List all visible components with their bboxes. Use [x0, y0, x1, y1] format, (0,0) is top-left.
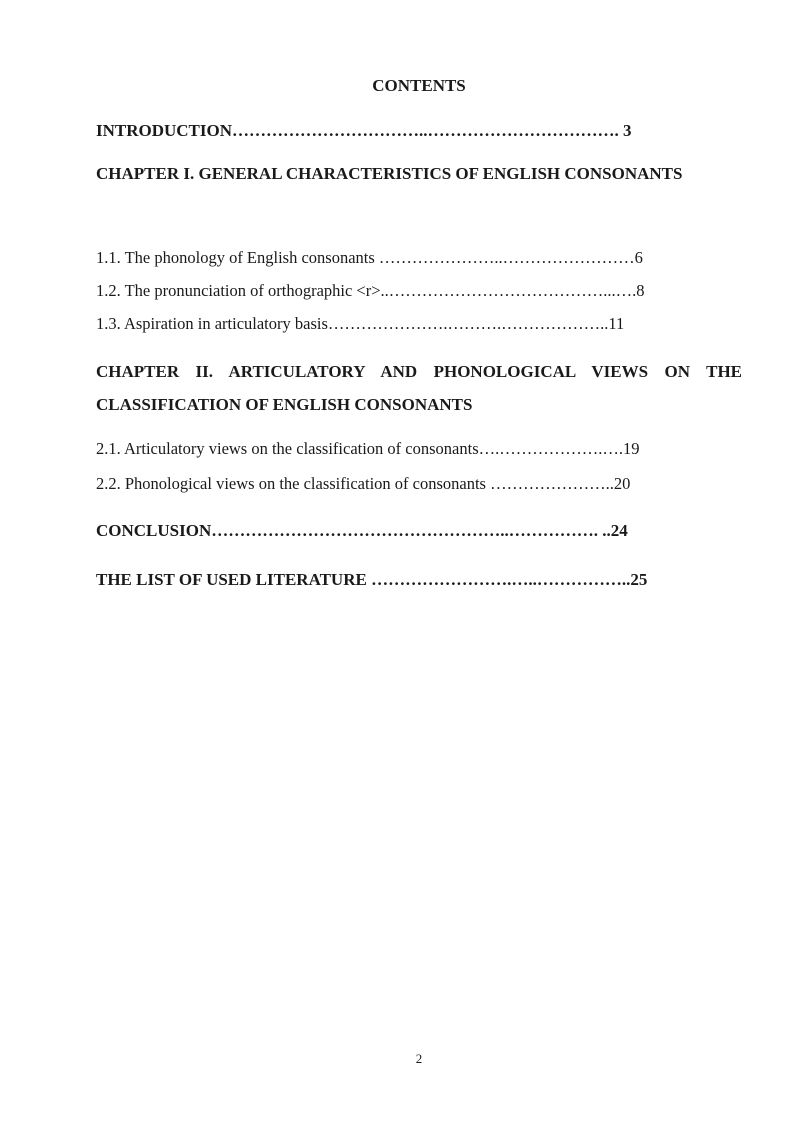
toc-conclusion: CONCLUSION……………………………………………..……………. ..24: [96, 521, 628, 540]
toc-introduction: INTRODUCTION……………………………..……………………………. 3: [96, 121, 632, 140]
toc-section-1-3: 1.3. Aspiration in articulatory basis………………….……….………………..11: [96, 314, 625, 333]
toc-section-1-1: 1.1. The phonology of English consonants …………………..……………………6: [96, 248, 643, 267]
toc-chapter-1: CHAPTER I. GENERAL CHARACTERISTICS OF ENGLISH CONSONANTS: [96, 164, 683, 183]
toc-section-2-2: 2.2. Phonological views on the classification of consonants …………………..20: [96, 474, 631, 493]
toc-literature: THE LIST OF USED LITERATURE …………………….…..……………..25: [96, 570, 648, 589]
toc-chapter-2: CHAPTER II. ARTICULATORY AND PHONOLOGICAL VIEWS ON THE CLASSIFICATION OF ENGLISH CONSONANTS: [96, 362, 742, 414]
toc-section-2-1: 2.1. Articulatory views on the classification of consonants….……………….….19: [96, 439, 640, 458]
toc-section-1-2: 1.2. The pronunciation of orthographic <r>..…………………………………...….8: [96, 281, 645, 300]
page-number: 2: [415, 1051, 423, 1066]
contents-title: CONTENTS: [372, 76, 466, 95]
